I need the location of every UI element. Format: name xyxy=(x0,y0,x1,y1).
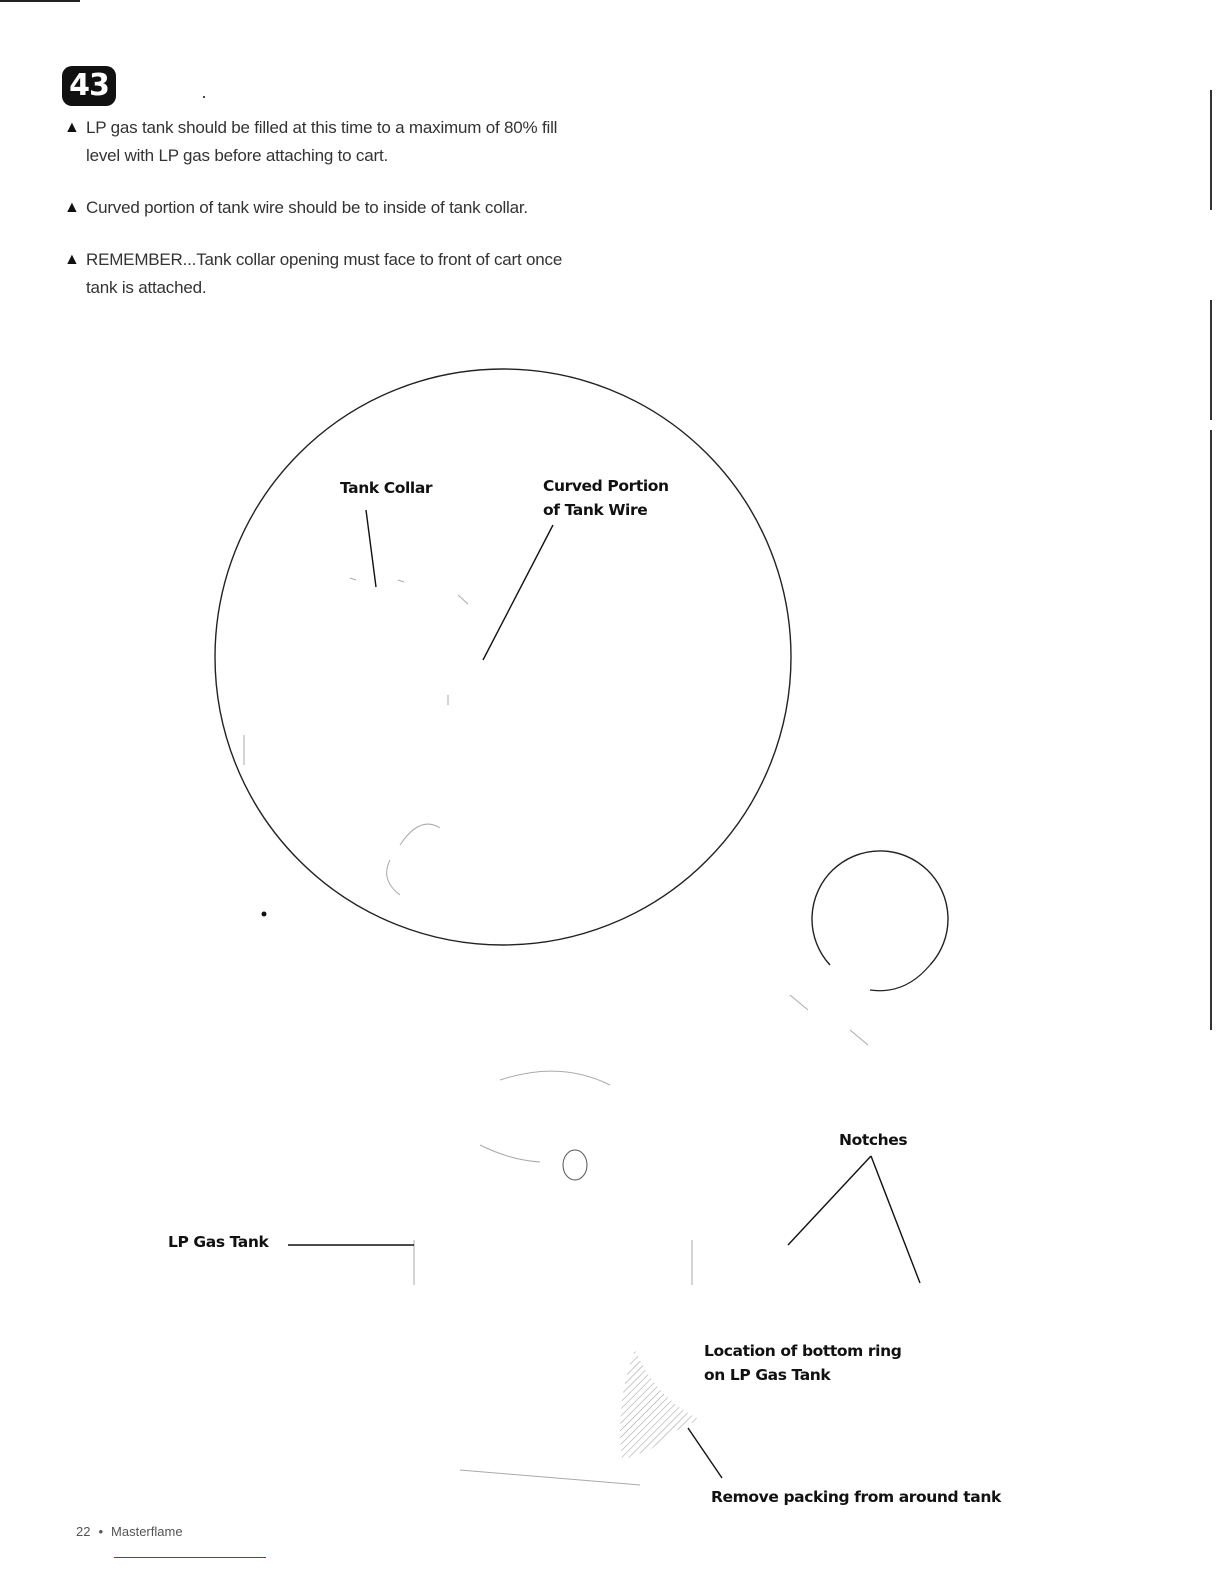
instruction-line: level with LP gas before attaching to cart. xyxy=(86,146,388,165)
lp-gas-tank-label: LP Gas Tank xyxy=(168,1233,269,1251)
instruction-line: LP gas tank should be filled at this time to a maximum of 80% fill xyxy=(86,118,558,137)
triangle-bullet-icon: ▲ xyxy=(64,199,80,216)
instruction-line: REMEMBER...Tank collar opening must face to front of cart once xyxy=(86,250,563,269)
footer-rule xyxy=(114,1557,266,1558)
curved-portion-label xyxy=(543,474,669,522)
triangle-bullet-icon: ▲ xyxy=(64,119,80,136)
page-number: 22 xyxy=(76,1524,91,1539)
tank-collar-leader xyxy=(366,510,376,587)
small-detail-circle-arc xyxy=(870,965,930,991)
notches-label: Notches xyxy=(839,1131,908,1149)
tank-collar-label: Tank Collar xyxy=(340,479,433,497)
step-number-badge: 43 xyxy=(62,66,116,106)
notches-leader-right xyxy=(871,1156,920,1283)
footer-separator: • xyxy=(98,1524,104,1539)
stray-dot xyxy=(262,912,267,917)
remove-packing-leader xyxy=(688,1428,722,1478)
curved-portion-label-line: of Tank Wire xyxy=(543,501,648,519)
faint-tank-sketch xyxy=(244,578,868,1045)
bottom-ring-label xyxy=(704,1339,901,1387)
footer-brand: Masterflame xyxy=(111,1524,183,1539)
detail-magnifier-circle xyxy=(215,369,791,945)
bottom-ring-label-line: Location of bottom ring xyxy=(704,1342,902,1360)
triangle-bullet-icon: ▲ xyxy=(64,251,80,268)
curved-portion-leader xyxy=(483,525,553,660)
instruction-line: Curved portion of tank wire should be to inside of tank collar. xyxy=(86,198,528,217)
curved-portion-label-line: Curved Portion xyxy=(543,477,669,495)
notches-leader-left xyxy=(788,1156,871,1245)
leader-lines xyxy=(288,510,920,1478)
remove-packing-label: Remove packing from around tank xyxy=(711,1488,1001,1506)
instruction-line: tank is attached. xyxy=(86,278,207,297)
packing-hatch xyxy=(620,1350,700,1460)
small-detail-circle xyxy=(812,851,948,965)
page-footer xyxy=(76,1524,183,1539)
bottom-ring-label-line: on LP Gas Tank xyxy=(704,1366,831,1384)
